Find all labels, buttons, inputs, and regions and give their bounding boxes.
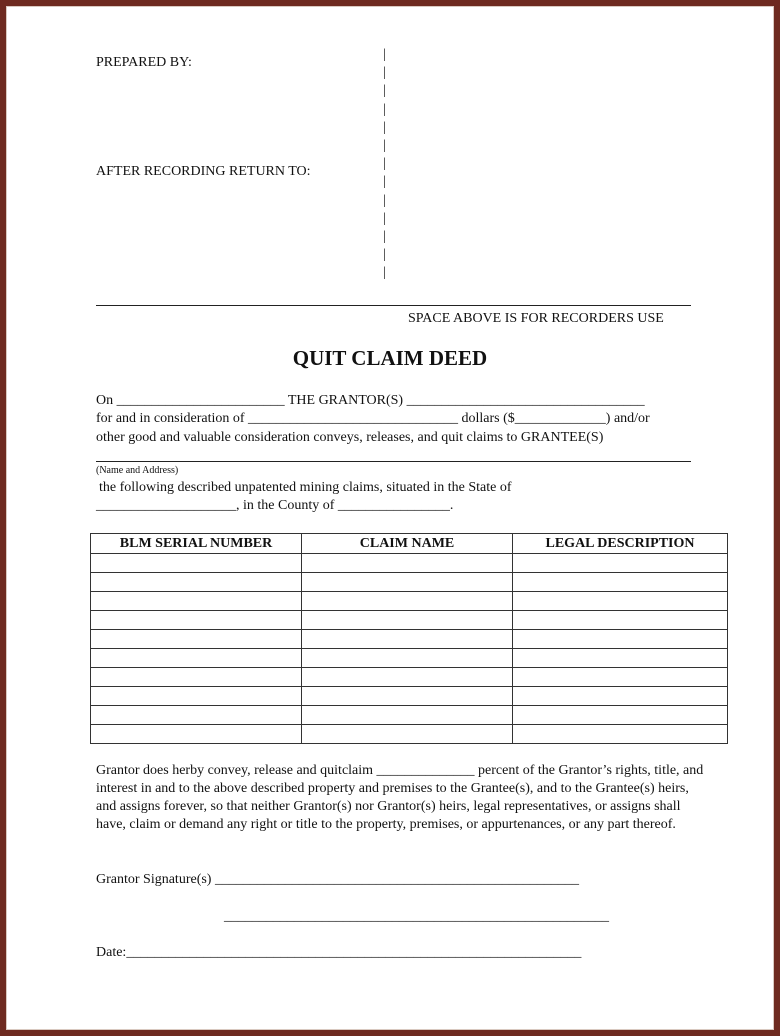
claim-name-cell	[302, 554, 513, 573]
table-row	[91, 668, 728, 687]
legal-description-cell	[513, 611, 728, 630]
legal-description-cell	[513, 649, 728, 668]
legal-description-cell	[513, 725, 728, 744]
table-row	[91, 725, 728, 744]
header-legal-description: LEGAL DESCRIPTION	[513, 534, 728, 554]
claim-name-cell	[302, 725, 513, 744]
prepared-by-label: PREPARED BY:	[96, 55, 192, 70]
blm-serial-cell	[91, 668, 302, 687]
claim-name-cell	[302, 687, 513, 706]
blm-serial-cell	[91, 630, 302, 649]
claim-name-cell	[302, 668, 513, 687]
date-line: Date:_________________________________________________________________	[96, 945, 582, 960]
table-row	[91, 611, 728, 630]
consideration-line: for and in consideration of ______________________________ dollars ($_____________) and/or	[96, 411, 650, 426]
legal-description-cell	[513, 668, 728, 687]
table-header-row	[91, 534, 728, 554]
header-claim-name: CLAIM NAME	[302, 534, 513, 554]
table-row	[91, 592, 728, 611]
claims-description-line: the following described unpatented mining claims, situated in the State of	[99, 480, 512, 495]
blm-serial-cell	[91, 687, 302, 706]
header-blm-serial: BLM SERIAL NUMBER	[91, 534, 302, 554]
recording-divider: | | | | | | | | | | | | |	[383, 47, 386, 281]
legal-description-cell	[513, 573, 728, 592]
recorder-space-rule	[96, 305, 691, 306]
blm-serial-cell	[91, 573, 302, 592]
name-address-caption: (Name and Address)	[96, 465, 179, 476]
table-row	[91, 630, 728, 649]
legal-description-cell	[513, 592, 728, 611]
claim-name-cell	[302, 592, 513, 611]
blm-serial-cell	[91, 725, 302, 744]
grantor-signature-line: Grantor Signature(s) ____________________________________________________	[96, 872, 579, 887]
blm-serial-cell	[91, 611, 302, 630]
legal-description-cell	[513, 554, 728, 573]
table-row	[91, 687, 728, 706]
table-row	[91, 554, 728, 573]
state-county-line: ____________________, in the County of ________________.	[96, 498, 454, 513]
return-to-label: AFTER RECORDING RETURN TO:	[96, 164, 311, 179]
blm-serial-cell	[91, 554, 302, 573]
claim-name-cell	[302, 611, 513, 630]
conveyance-line: other good and valuable consideration conveys, releases, and quit claims to GRANTEE(S)	[96, 430, 604, 445]
grantee-rule	[96, 461, 691, 462]
legal-description-cell	[513, 630, 728, 649]
blm-serial-cell	[91, 706, 302, 725]
claim-name-cell	[302, 706, 513, 725]
legal-description-cell	[513, 687, 728, 706]
recorders-use-label: SPACE ABOVE IS FOR RECORDERS USE	[408, 311, 664, 326]
blm-serial-cell	[91, 592, 302, 611]
table-row	[91, 649, 728, 668]
legal-description-cell	[513, 706, 728, 725]
claim-name-cell	[302, 573, 513, 592]
table-row	[91, 706, 728, 725]
grantor-line: On ________________________ THE GRANTOR(S) __________________________________	[96, 393, 645, 408]
blm-serial-cell	[91, 649, 302, 668]
second-signature-line: _______________________________________________________	[224, 909, 609, 924]
conveyance-paragraph: Grantor does herby convey, release and quitclaim ______________ percent of the Grantor’s rights, title, and interest in and to the above described property and premises to the Grantee(s), and to the Grantee(s) heirs, and assigns forever, so that neither Grantor(s) nor Grantor(s) heirs, legal representatives, or assigns shall have, claim or demand any right or title to the property, premises, or appurtenances, or any part thereof.	[96, 763, 704, 832]
claim-name-cell	[302, 649, 513, 668]
table-row	[91, 573, 728, 592]
document-title: QUIT CLAIM DEED	[292, 346, 488, 370]
claims-table	[90, 533, 728, 744]
claim-name-cell	[302, 630, 513, 649]
